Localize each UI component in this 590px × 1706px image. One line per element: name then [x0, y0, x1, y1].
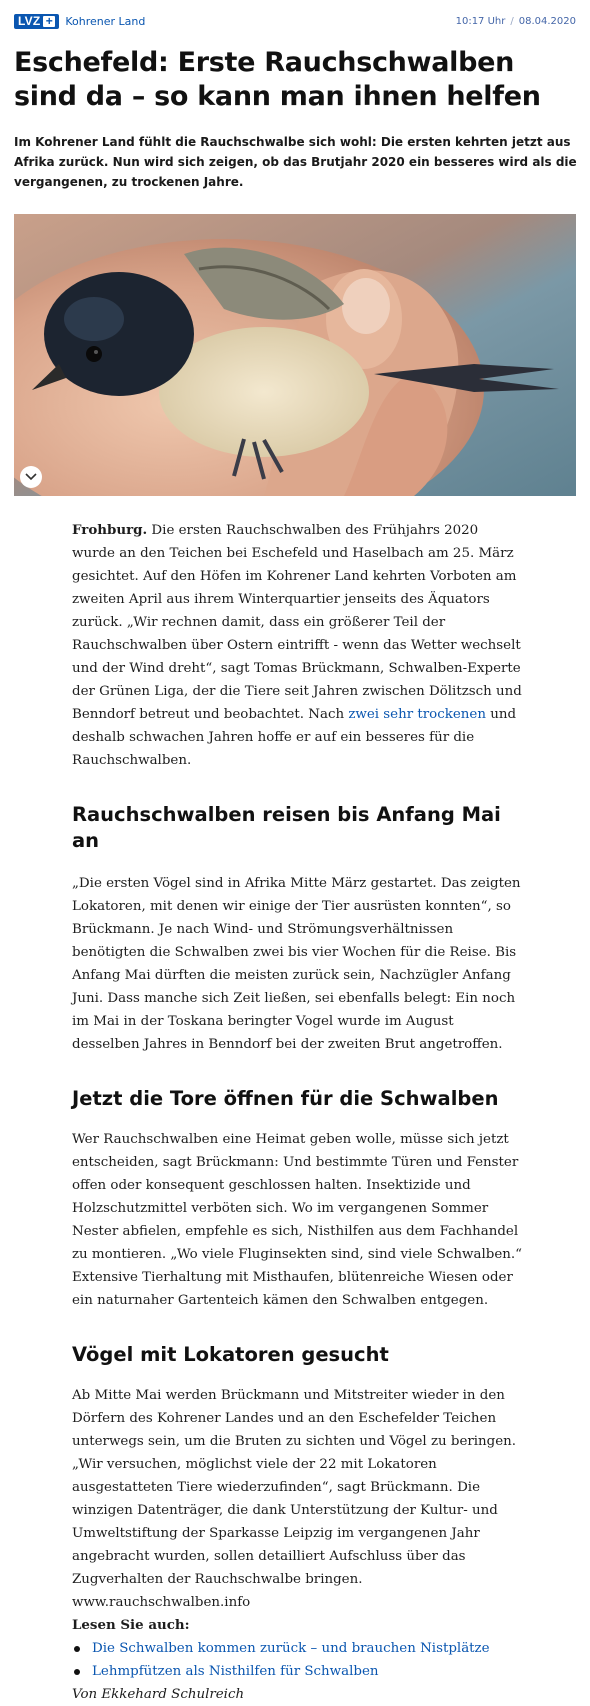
- swallow-in-hand-photo: [14, 214, 576, 496]
- website-url: www.rauchschwalben.info: [72, 1595, 251, 1610]
- brand: [14, 14, 145, 29]
- article-body: [72, 519, 524, 1706]
- article-teaser: Im Kohrener Land fühlt die Rauchschwalbe sich wohl: Die ersten kehrten jetzt aus Afrika zurück. Nun wird sich zeigen, ob das Brutjahr 2020 ein besseres wird als die vergangenen, zu trockenen Jahre.: [14, 135, 577, 189]
- article-meta: [456, 16, 576, 27]
- also-read-link-2[interactable]: Lehmpfützen als Nisthilfen für Schwalben: [92, 1664, 379, 1679]
- hero-image[interactable]: [14, 214, 576, 496]
- paragraph-intro-text: Die ersten Rauchschwalben des Frühjahrs 2020 wurde an den Teichen bei Eschefeld und Haselbach am 25. März gesichtet. Auf den Höfen im Kohrener Land kehrten Vorboten am zweiten April aus ihrem Winterquartier jenseits des Äquators zurück. „Wir rechnen damit, dass ein größerer Teil der Rauchschwalben über Ostern eintrifft - wenn das Wetter wechselt und der Wind dreht“, sagt Tomas Brückmann, Schwalben-Experte der Grünen Liga, der die Tiere seit Jahren zwischen Dölitzsch und Benndorf betreut und beobachtet. Nach: [72, 523, 522, 722]
- logo-text: LVZ: [18, 13, 41, 28]
- publish-time: 10:17 Uhr: [455, 15, 506, 27]
- section-link[interactable]: Kohrener Land: [65, 14, 146, 28]
- subheading-lokatoren: Vögel mit Lokatoren gesucht: [72, 1343, 389, 1366]
- also-read-list: [72, 1637, 524, 1683]
- plus-icon: +: [43, 16, 55, 27]
- top-bar: [14, 12, 576, 30]
- paragraph-lokatoren: Ab Mitte Mai werden Brückmann und Mitstreiter wieder in den Dörfern des Kohrener Landes und an den Eschefelder Teichen unterwegs sein, um die Bruten zu sichten und Vögel zu beringen. „Wir versuchen, möglichst viele der 22 mit Lokatoren ausgestatteten Tiere wiederzufinden“, sagt Brückmann. Die winzigen Datenträger, die dank Unterstützung der Kultur- und Umweltstiftung der Sparkasse Leipzig im vergangenen Jahr angebracht wurden, sollen detailliert Aufschluss über das Zugverhalten der Rauchschwalbe bringen.: [72, 1388, 517, 1587]
- paragraph-reisen: „Die ersten Vögel sind in Afrika Mitte März gestartet. Das zeigten Lokatoren, mit denen wir einige der Tier ausrüsten konnten“, so Brückmann. Je nach Wind- und Strömungsverhältnissen benötigten die Schwalben zwei bis vier Wochen für die Reise. Bis Anfang Mai dürften die meisten zurück sein, Nachzügler Anfang Juni. Dass manche sich Zeit ließen, sei ebenfalls belegt: Ein noch im Mai in der Toskana beringter Vogel wurde im August desselben Jahres in Benndorf bei der zweiten Brut angetroffen.: [72, 876, 521, 1052]
- article-headline: Eschefeld: Erste Rauchschwalben sind da – so kann man ihnen helfen: [14, 47, 541, 112]
- also-read-heading: Lesen Sie auch:: [72, 1617, 190, 1633]
- expand-image-button[interactable]: [20, 466, 42, 488]
- list-item: [72, 1660, 524, 1683]
- paragraph-tore: Wer Rauchschwalben eine Heimat geben wolle, müsse sich jetzt entscheiden, sagt Brückmann: Und bestimmte Türen und Fenster offen oder konsequent geschlossen halten. Insektizide und Holzschutzmittel verböten sich. Wo im vergangenen Sommer Nester abfielen, empfehle es sich, Nisthilfen aus dem Fachhandel zu montieren. „Wo viele Fluginsekten sind, sind viele Schwalben.“ Extensive Tierhaltung mit Misthaufen, blütenreiche Wiesen oder ein naturnaher Gartenteich kämen den Schwalben entgegen.: [72, 1132, 522, 1308]
- publish-date: 08.04.2020: [518, 15, 576, 27]
- chevron-down-icon: [25, 473, 37, 481]
- inline-link-trockene-jahre[interactable]: zwei sehr trockenen: [348, 707, 486, 722]
- lvz-plus-logo[interactable]: [14, 14, 59, 29]
- list-item: [72, 1637, 524, 1660]
- meta-separator: /: [510, 15, 514, 27]
- paragraph-intro-tail: und deshalb schwachen Jahren hoffe er auf ein besseres für die Rauchschwalben.: [72, 707, 517, 768]
- subheading-reisen: Rauchschwalben reisen bis Anfang Mai an: [72, 803, 501, 852]
- paragraph-intro: [72, 519, 524, 772]
- also-read-link-1[interactable]: Die Schwalben kommen zurück – und brauchen Nistplätze: [92, 1641, 490, 1656]
- subheading-tore: Jetzt die Tore öffnen für die Schwalben: [72, 1087, 499, 1110]
- dateline: Frohburg.: [72, 522, 148, 538]
- author-byline: Von Ekkehard Schulreich: [72, 1687, 245, 1702]
